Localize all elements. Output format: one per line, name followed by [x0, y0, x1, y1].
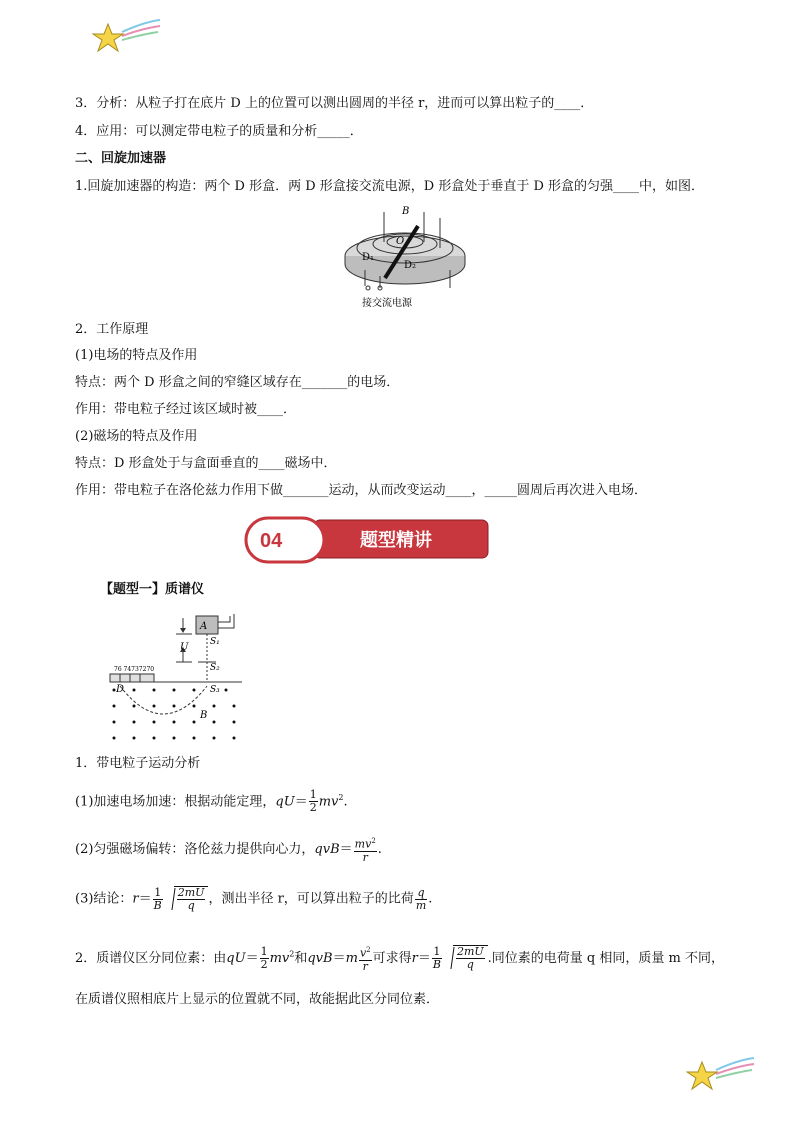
- mass-spectrometer-figure: [108, 612, 248, 744]
- working-principle-heading: 2．工作原理: [75, 322, 149, 337]
- isotope-text-and: 和: [294, 950, 308, 966]
- source-label-a: A: [200, 621, 208, 632]
- conclusion-text: (3)结论：: [75, 891, 133, 907]
- type1-heading: 【题型一】质谱仪: [100, 582, 205, 597]
- star-decoration-top: [92, 18, 164, 58]
- electric-field-feature: 特点：两个 D 形盒之间的窄缝区域存在_______的电场．: [75, 375, 400, 390]
- center-label-o: O: [396, 236, 405, 247]
- dee-label-d2: D₂: [404, 260, 417, 271]
- field-label-b: B: [402, 206, 410, 217]
- banner-number: 04: [260, 530, 283, 552]
- field-label-b2: B: [200, 710, 208, 721]
- conclusion-mid-text: ，测出半径 r，可以算出粒子的比荷: [208, 891, 414, 907]
- deflection-formula-line: (2)匀强磁场偏转：洛伦兹力提供向心力，qvB＝ $\frac{mv^2}{r}$ .: [75, 837, 382, 864]
- ac-source-caption: 接交流电源: [362, 298, 412, 309]
- plate-label-d: D: [116, 684, 125, 695]
- star-decoration-bottom: [686, 1056, 758, 1096]
- isotope-formula-line: 2．质谱仪区分同位素：由qU＝ $\frac{1}{2}$ $mv^2$和qvB＝m $\frac{v^2}{r}$ 可求得r＝ $\frac{1}{B}$ $\frac{2mU}{q}$ .同位素的电荷量 q 相同，质量 m 不同，: [75, 944, 724, 973]
- isotope-conclusion-line: 在质谱仪照相底片上显示的位置就不同，故能据此区分同位素．: [75, 992, 440, 1007]
- electric-field-heading: (1)电场的特点及作用: [75, 348, 198, 363]
- acceleration-text: (1)加速电场加速：根据动能定理，: [75, 794, 276, 810]
- motion-analysis-heading: 1．带电粒子运动分析: [75, 756, 201, 771]
- slit-label-s1: S₁: [210, 637, 220, 647]
- isotope-text-post: .同位素的电荷量 q 相同，质量 m 不同，: [487, 950, 724, 966]
- voltage-label-u: U: [180, 642, 189, 653]
- section-heading-cyclotron: 二、回旋加速器: [75, 151, 167, 166]
- magnetic-field-feature: 特点：D 形盒处于与盒面垂直的____磁场中．: [75, 456, 337, 471]
- electric-field-effect: 作用：带电粒子经过该区域时被____．: [75, 402, 297, 417]
- magnetic-field-heading: (2)磁场的特点及作用: [75, 429, 198, 444]
- dee-label-d1: D₁: [362, 252, 375, 263]
- cyclotron-structure-line: 1.回旋加速器的构造：两个 D 形盒．两 D 形盒接交流电源，D 形盒处于垂直于 D 形盒的匀强____中，如图．: [75, 179, 705, 194]
- banner-title: 题型精讲: [360, 530, 432, 550]
- section-banner: [242, 516, 492, 564]
- magnetic-field-effect: 作用：带电粒子在洛伦兹力作用下做_______运动，从而改变运动____，_____圆周后再次进入电场．: [75, 483, 648, 498]
- acceleration-formula-line: (1)加速电场加速：根据动能定理，qU＝ $\frac{1}{2}$ $mv^2$.: [75, 788, 348, 815]
- deflection-text: (2)匀强磁场偏转：洛伦兹力提供向心力，: [75, 841, 315, 857]
- slit-label-s3: S₃: [210, 685, 220, 695]
- cyclotron-figure: [340, 204, 470, 312]
- isotope-text-derive: 可求得: [372, 950, 412, 966]
- isotope-text-pre: 2．质谱仪区分同位素：由: [75, 950, 227, 966]
- analysis-line: 3．分析：从粒子打在底片 D 上的位置可以测出圆周的半径 r，进而可以算出粒子的____．: [75, 96, 594, 111]
- conclusion-formula-line: (3)结论：r＝ $\frac{1}{B}$ $\frac{2mU}{q}$ ，测出半径 r，可以算出粒子的比荷 $\frac{q}{m}$ .: [75, 885, 433, 912]
- scale-readout: 76 74737270: [114, 666, 155, 673]
- slit-label-s2: S₂: [210, 663, 220, 673]
- application-line: 4．应用：可以测定带电粒子的质量和分析_____．: [75, 124, 363, 139]
